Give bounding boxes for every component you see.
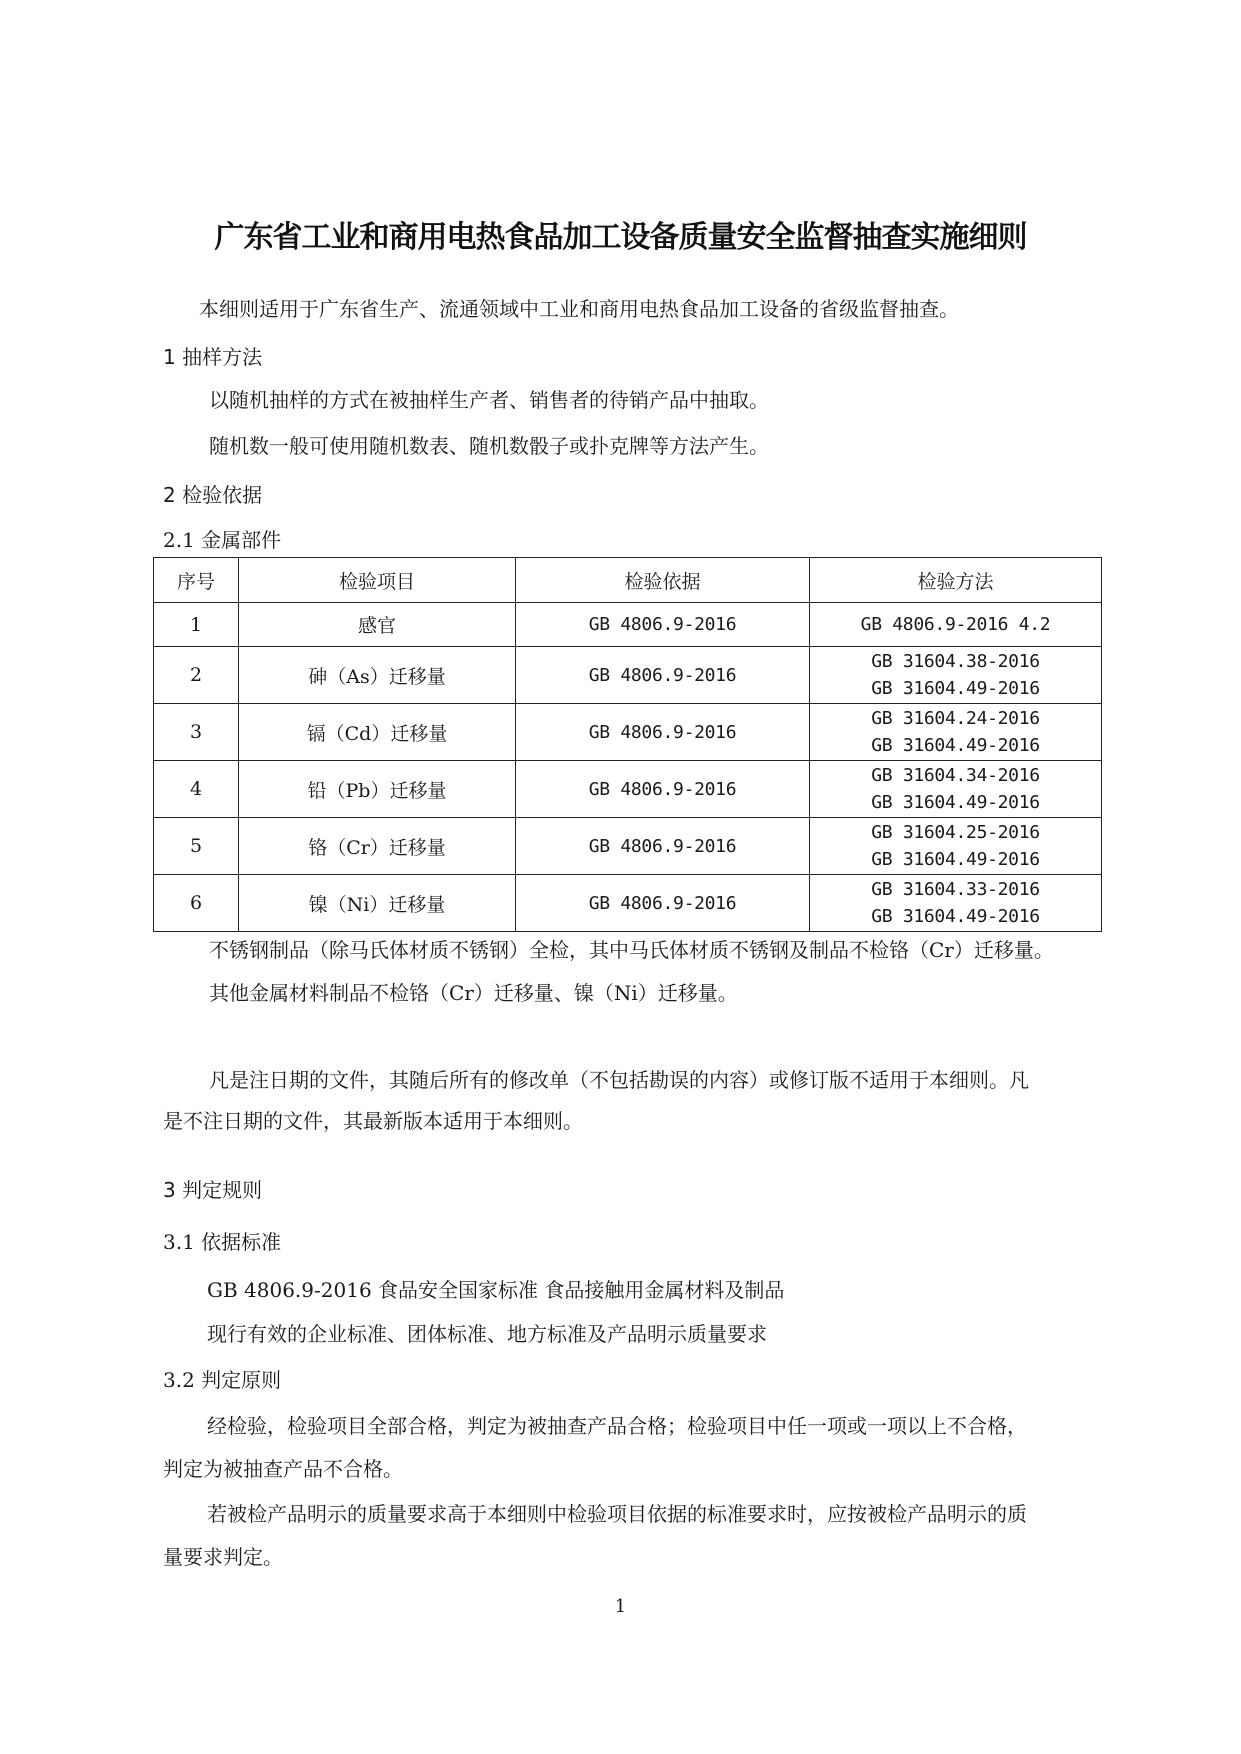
- standard-1: GB 4806.9-2016 食品安全国家标准 食品接触用金属材料及制品: [207, 1278, 785, 1302]
- table-header-row: [154, 558, 1102, 603]
- cell-item: 铅（Pb）迁移量: [239, 761, 516, 818]
- note-dated-docs-line-1: 凡是注日期的文件，其随后所有的修改单（不包括勘误的内容）或修订版不适用于本细则。凡: [209, 1068, 1029, 1092]
- section-1-heading: 1 抽样方法: [163, 345, 263, 369]
- cell-method: [810, 704, 1102, 761]
- inspection-table: [153, 557, 1102, 932]
- cell-item: 感官: [239, 603, 516, 647]
- section-2-1-heading: 2.1 金属部件: [163, 528, 282, 552]
- section-3-2-heading: 3.2 判定原则: [163, 1368, 282, 1392]
- table-row: [154, 761, 1102, 818]
- cell-item: 镉（Cd）迁移量: [239, 704, 516, 761]
- intro-paragraph: 本细则适用于广东省生产、流通领域中工业和商用电热食品加工设备的省级监督抽查。: [199, 297, 959, 321]
- method-line-1: GB 31604.25-2016: [871, 822, 1040, 843]
- judgement-line-4: 量要求判定。: [163, 1545, 283, 1569]
- section-2-heading: 2 检验依据: [163, 483, 263, 507]
- judgement-line-3: 若被检产品明示的质量要求高于本细则中检验项目依据的标准要求时，应按被检产品明示的质: [207, 1502, 1027, 1526]
- table-row: [154, 603, 1102, 647]
- section-3-heading: 3 判定规则: [163, 1178, 263, 1202]
- cell-basis: GB 4806.9-2016: [516, 704, 810, 761]
- cell-basis: GB 4806.9-2016: [516, 875, 810, 932]
- header-method: 检验方法: [810, 558, 1102, 603]
- note-stainless-steel: 不锈钢制品（除马氏体材质不锈钢）全检，其中马氏体材质不锈钢及制品不检铬（Cr）迁移量。: [209, 938, 1054, 962]
- standard-2: 现行有效的企业标准、团体标准、地方标准及产品明示质量要求: [207, 1322, 767, 1346]
- judgement-line-1: 经检验，检验项目全部合格，判定为被抽查产品合格；检验项目中任一项或一项以上不合格，: [207, 1414, 1027, 1438]
- cell-no: 3: [154, 704, 239, 761]
- method-line-2: GB 31604.49-2016: [871, 849, 1040, 870]
- method-line-2: GB 31604.49-2016: [871, 735, 1040, 756]
- header-no: 序号: [154, 558, 239, 603]
- cell-basis: GB 4806.9-2016: [516, 647, 810, 704]
- table-row: [154, 875, 1102, 932]
- section-1-paragraph-2: 随机数一般可使用随机数表、随机数骰子或扑克牌等方法产生。: [209, 434, 769, 458]
- judgement-line-2: 判定为被抽查产品不合格。: [163, 1457, 403, 1481]
- cell-no: 1: [154, 603, 239, 647]
- cell-no: 2: [154, 647, 239, 704]
- table-row: [154, 818, 1102, 875]
- cell-method: GB 4806.9-2016 4.2: [810, 603, 1102, 647]
- cell-basis: GB 4806.9-2016: [516, 603, 810, 647]
- cell-no: 4: [154, 761, 239, 818]
- note-dated-docs-line-2: 是不注日期的文件，其最新版本适用于本细则。: [163, 1109, 583, 1133]
- header-item: 检验项目: [239, 558, 516, 603]
- cell-method: [810, 818, 1102, 875]
- note-other-metals: 其他金属材料制品不检铬（Cr）迁移量、镍（Ni）迁移量。: [209, 981, 738, 1005]
- method-line-2: GB 31604.49-2016: [871, 792, 1040, 813]
- cell-no: 6: [154, 875, 239, 932]
- cell-item: 砷（As）迁移量: [239, 647, 516, 704]
- method-line-2: GB 31604.49-2016: [871, 906, 1040, 927]
- table-row: [154, 647, 1102, 704]
- cell-method: [810, 647, 1102, 704]
- method-line-1: GB 31604.33-2016: [871, 879, 1040, 900]
- cell-method: [810, 761, 1102, 818]
- cell-no: 5: [154, 818, 239, 875]
- header-basis: 检验依据: [516, 558, 810, 603]
- cell-basis: GB 4806.9-2016: [516, 761, 810, 818]
- table-row: [154, 704, 1102, 761]
- method-line-1: GB 31604.38-2016: [871, 651, 1040, 672]
- method-line-1: GB 31604.34-2016: [871, 765, 1040, 786]
- cell-item: 镍（Ni）迁移量: [239, 875, 516, 932]
- section-3-1-heading: 3.1 依据标准: [163, 1230, 282, 1254]
- page-title: 广东省工业和商用电热食品加工设备质量安全监督抽查实施细则: [214, 220, 1027, 255]
- method-line-1: GB 31604.24-2016: [871, 708, 1040, 729]
- section-1-paragraph-1: 以随机抽样的方式在被抽样生产者、销售者的待销产品中抽取。: [209, 388, 769, 412]
- page-number: 1: [614, 1596, 627, 1617]
- cell-item: 铬（Cr）迁移量: [239, 818, 516, 875]
- cell-method: [810, 875, 1102, 932]
- method-line-2: GB 31604.49-2016: [871, 678, 1040, 699]
- cell-basis: GB 4806.9-2016: [516, 818, 810, 875]
